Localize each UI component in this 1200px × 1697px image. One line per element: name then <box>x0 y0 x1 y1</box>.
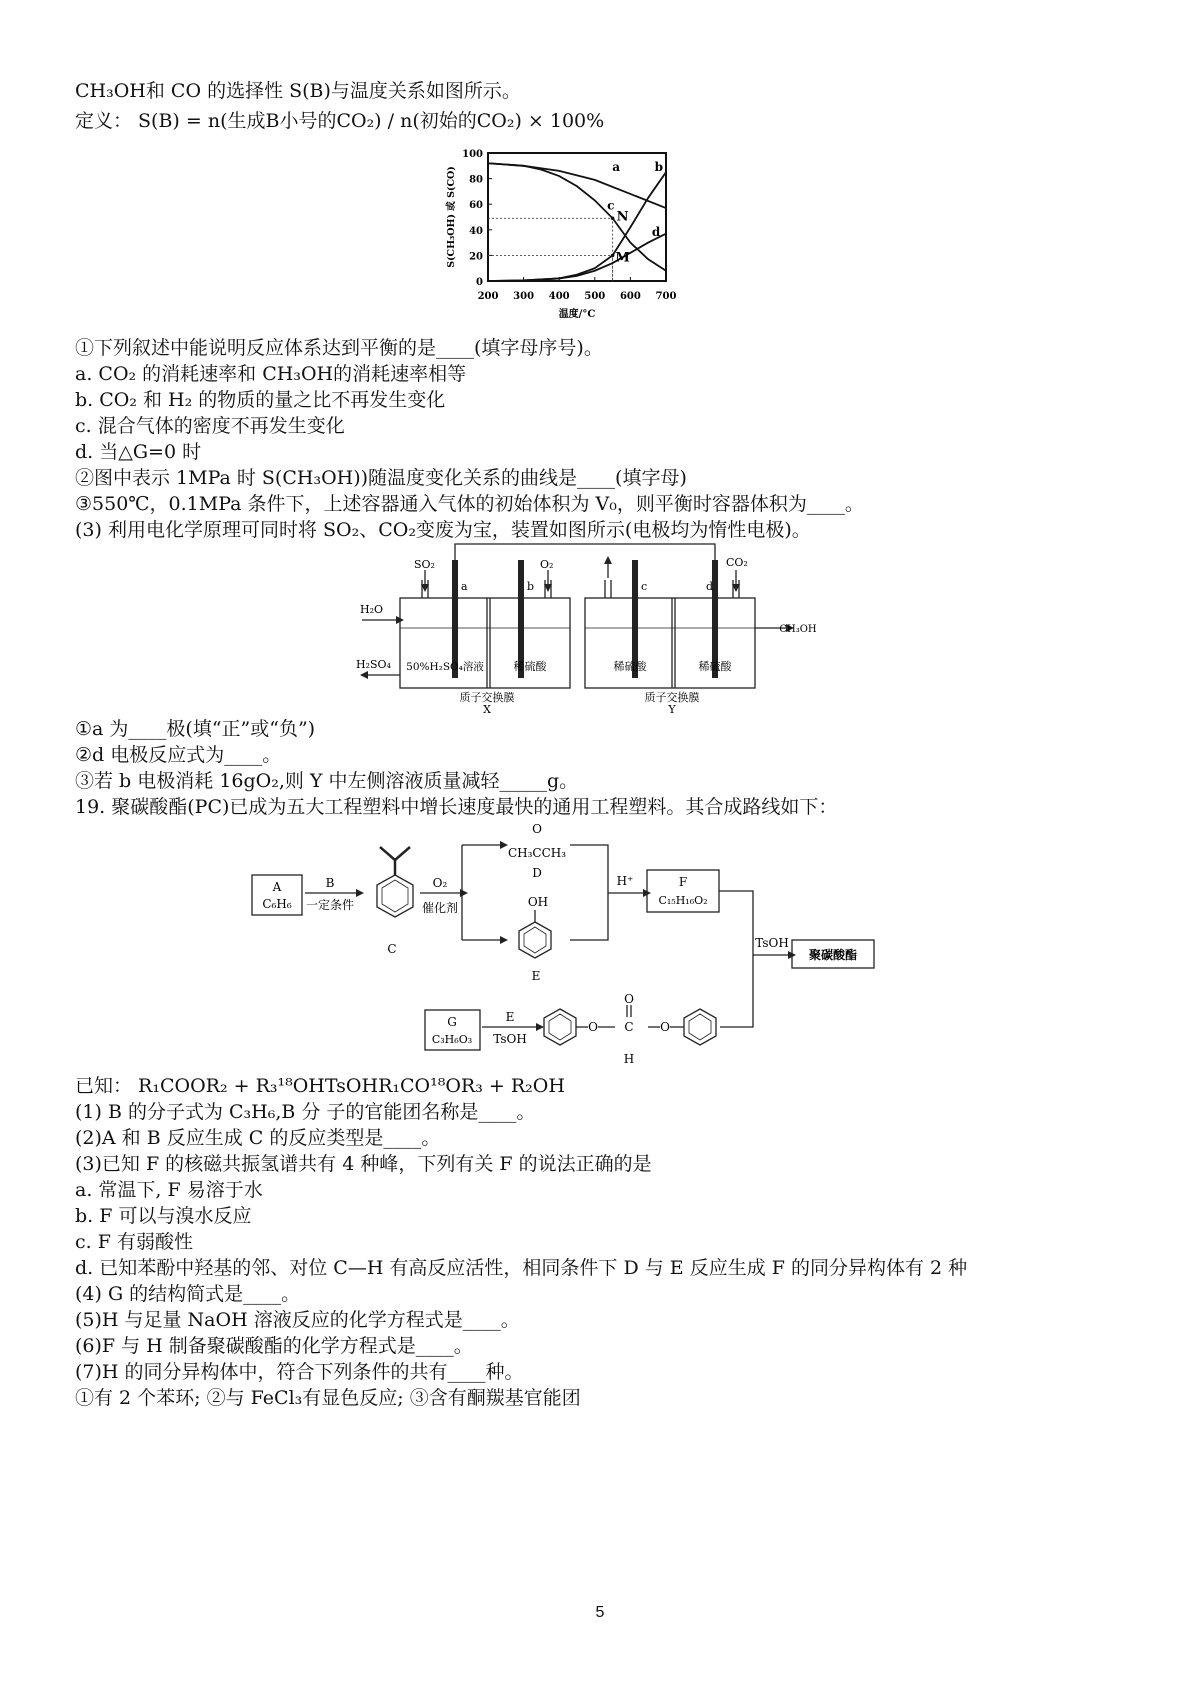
point-N <box>611 216 615 220</box>
y-tick-label: 40 <box>469 225 483 237</box>
line-19: a. 常温下, F 易溶于水 <box>75 1179 263 1201</box>
h-label: H <box>623 1052 635 1066</box>
electrode-b-label: b <box>527 580 535 593</box>
f-formula: C₁₅H₁₆O₂ <box>658 894 708 907</box>
solution-1: 50%H₂SO₄溶液 <box>406 661 484 673</box>
tank-x <box>400 598 570 688</box>
h-c: C <box>624 1020 634 1034</box>
x-tick-label: 600 <box>619 291 641 302</box>
line-10: (3) 利用电化学原理可同时将 SO₂、CO₂变废为宝，装置如图所示(电极均为惰性电极)。 <box>75 519 811 541</box>
catalyst-label: 催化剂 <box>421 901 459 915</box>
solution-3: 稀硫酸 <box>613 660 647 673</box>
line-11: ①a 为____极(填“正”或“负”) <box>75 718 316 740</box>
line-17: (2)A 和 B 反应生成 C 的反应类型是____。 <box>75 1127 441 1149</box>
series-label-d: d <box>651 225 661 240</box>
line-14: 19. 聚碳酸酯(PC)已成为五大工程塑料中增长速度最快的通用工程塑料。其合成路线如下： <box>75 796 838 818</box>
synthesis-route <box>240 815 880 1070</box>
x-axis-label: 温度/°C <box>558 309 596 320</box>
product-label: 聚碳酸酯 <box>808 948 858 962</box>
line-18: (3)已知 F 的核磁共振氢谱共有 4 种峰，下列有关 F 的说法正确的是 <box>75 1153 652 1175</box>
label-h2so4: H₂SO₄ <box>356 658 391 671</box>
a-formula: C₆H₆ <box>262 897 292 911</box>
tsoh-label-2: TsOH <box>493 1032 527 1046</box>
line-20: b. F 可以与溴水反应 <box>75 1205 252 1227</box>
line-22: d. 已知苯酚中羟基的邻、对位 C—H 有高反应活性，相同条件下 D 与 E 反应生成 F 的同分异构体有 2 种 <box>75 1257 968 1279</box>
y-tick-label: 80 <box>469 174 483 186</box>
h-plus-label: H⁺ <box>616 874 634 888</box>
y-axis-label: S(CH₃OH) 或 S(CO) <box>446 166 457 268</box>
f-label: F <box>678 875 688 889</box>
membrane-y-label: 质子交换膜 <box>644 691 700 704</box>
tank-y <box>585 598 755 688</box>
point-label-M: M <box>615 250 630 266</box>
electrode-c-label: c <box>641 580 648 593</box>
a-label: A <box>272 880 282 894</box>
line-06: c. 混合气体的密度不再发生变化 <box>75 415 345 437</box>
label-ch3oh: CH₃OH <box>779 624 817 635</box>
line-15: 已知： R₁COOR₂ + R₃¹⁸OHTsOHR₁CO¹⁸OR₃ + R₂OH <box>75 1075 565 1097</box>
line-21: c. F 有弱酸性 <box>75 1231 193 1253</box>
line-01: CH₃OH和 CO 的选择性 S(B)与温度关系如图所示。 <box>75 80 521 102</box>
line-09: ③550℃，0.1MPa 条件下，上述容器通入气体的初始体积为 V₀，则平衡时容器体积为____。 <box>75 493 864 515</box>
tank-y-label: Y <box>668 703 676 715</box>
label-so2: SO₂ <box>414 558 435 571</box>
line-13: ③若 b 电极消耗 16gO₂,则 Y 中左侧溶液质量减轻_____g。 <box>75 770 579 792</box>
x-tick-label: 400 <box>548 291 570 302</box>
electrode-d-label: d <box>706 580 714 593</box>
tank-x-label: X <box>483 703 491 715</box>
x-tick-label: 300 <box>513 291 535 302</box>
h-o-top: O <box>624 992 634 1006</box>
line-25: (6)F 与 H 制备聚碳酸酯的化学方程式是____。 <box>75 1335 473 1357</box>
h-o-left: O <box>588 1020 598 1034</box>
o2-label: O₂ <box>432 876 448 890</box>
electrode-a-label: a <box>461 580 468 593</box>
g-label: G <box>447 1015 457 1029</box>
label-o2: O₂ <box>540 558 554 571</box>
label-co2: CO₂ <box>726 556 748 569</box>
label-h2o: H₂O <box>360 603 384 616</box>
series-line-c <box>488 163 666 271</box>
b-condition: 一定条件 <box>305 898 355 912</box>
d-structure: CH₃CCH₃ <box>507 846 567 860</box>
d-label: D <box>532 866 542 880</box>
e-label: E <box>531 969 541 983</box>
line-03: ①下列叙述中能说明反应体系达到平衡的是____(填字母序号)。 <box>75 337 603 359</box>
line-27: ①有 2 个苯环; ②与 FeCl₃有显色反应; ③含有酮羰基官能团 <box>75 1387 581 1409</box>
y-tick-label: 20 <box>469 251 483 263</box>
line-24: (5)H 与足量 NaOH 溶液反应的化学方程式是____。 <box>75 1309 520 1331</box>
line-02-definition: 定义： S(B) = n(生成B小号的CO₂) / n(初始的CO₂) × 100% <box>75 110 605 132</box>
d-o: O <box>532 822 542 836</box>
membrane-x-label: 质子交换膜 <box>459 691 515 704</box>
electrolysis-apparatus <box>350 540 820 715</box>
line-26: (7)H 的同分异构体中，符合下列条件的共有____种。 <box>75 1361 524 1383</box>
solution-4: 稀硫酸 <box>698 660 732 673</box>
plot-frame <box>488 153 666 281</box>
line-23: (4) G 的结构简式是____。 <box>75 1283 301 1305</box>
e-arrow-label: E <box>505 1010 515 1024</box>
x-tick-label: 500 <box>584 291 606 302</box>
y-tick-label: 100 <box>462 149 483 160</box>
external-wire <box>455 544 715 560</box>
y-tick-label: 0 <box>476 277 483 288</box>
tsoh-label-1: TsOH <box>755 936 789 950</box>
solution-2: 稀硫酸 <box>513 660 547 673</box>
series-label-a: a <box>612 159 621 174</box>
x-tick-label: 700 <box>655 291 677 302</box>
series-label-b: b <box>654 159 664 174</box>
h-o-right: O <box>660 1020 670 1034</box>
g-formula: C₃H₆O₃ <box>431 1033 473 1046</box>
b-label: B <box>325 876 335 890</box>
selectivity-chart <box>440 148 720 340</box>
line-05: b. CO₂ 和 H₂ 的物质的量之比不再发生变化 <box>75 389 446 411</box>
e-oh: OH <box>527 895 549 909</box>
c-label: C <box>387 942 397 956</box>
series-line-b <box>488 172 666 281</box>
line-16: (1) B 的分子式为 C₃H₆,B 分 子的官能团名称是____。 <box>75 1101 536 1123</box>
line-08: ②图中表示 1MPa 时 S(CH₃OH))随温度变化关系的曲线是____(填字母) <box>75 467 687 489</box>
series-label-c: c <box>607 198 615 213</box>
line-12: ②d 电极反应式为____。 <box>75 744 282 766</box>
page-number: 5 <box>595 1604 605 1621</box>
y-tick-label: 60 <box>469 200 483 212</box>
line-07: d. 当△G=0 时 <box>75 441 202 463</box>
line-04: a. CO₂ 的消耗速率和 CH₃OH的消耗速率相等 <box>75 363 467 385</box>
point-M <box>611 254 615 258</box>
point-label-N: N <box>616 209 629 225</box>
x-tick-label: 200 <box>477 291 499 302</box>
